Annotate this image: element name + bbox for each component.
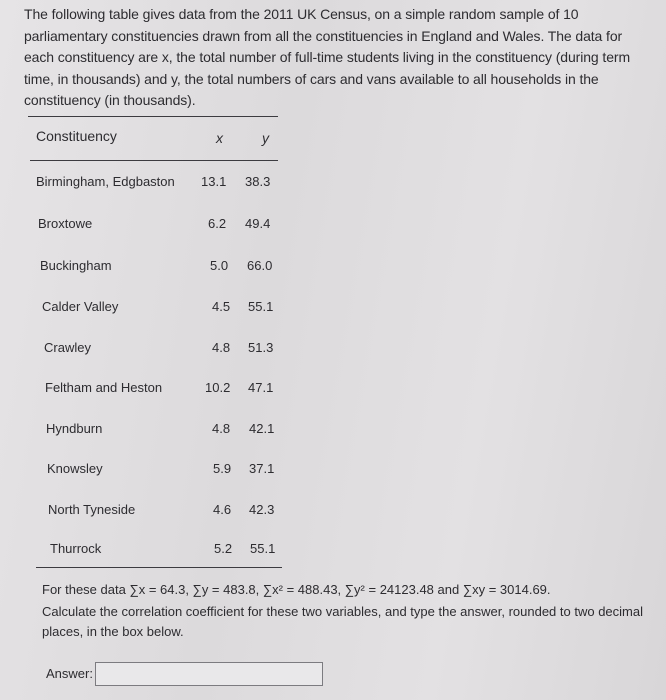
row-name: Hyndburn bbox=[46, 421, 103, 436]
row-name: Feltham and Heston bbox=[45, 380, 163, 395]
row-name: North Tyneside bbox=[48, 502, 136, 517]
row-x: 4.5 bbox=[212, 299, 231, 314]
row-name: Buckingham bbox=[40, 258, 112, 273]
row-y: 51.3 bbox=[248, 340, 274, 355]
row-x: 13.1 bbox=[201, 174, 227, 189]
sums-text: For these data ∑x = 64.3, ∑y = 483.8, ∑x² = 488.43, ∑y² = 24123.48 and ∑xy = 3014.69. bbox=[42, 582, 551, 597]
row-x: 5.0 bbox=[210, 258, 229, 273]
answer-label: Answer: bbox=[46, 666, 93, 681]
row-x: 4.8 bbox=[212, 421, 231, 436]
row-x: 4.6 bbox=[213, 502, 232, 517]
row-y: 47.1 bbox=[248, 380, 274, 395]
row-x: 6.2 bbox=[208, 216, 227, 231]
row-x: 4.8 bbox=[212, 340, 231, 355]
row-y: 55.1 bbox=[250, 541, 276, 556]
row-y: 66.0 bbox=[247, 258, 273, 273]
table-bottom-rule bbox=[36, 567, 282, 568]
row-name: Knowsley bbox=[47, 461, 103, 476]
header-x: x bbox=[216, 130, 223, 146]
row-x: 5.2 bbox=[214, 541, 233, 556]
row-x: 5.9 bbox=[213, 461, 232, 476]
row-y: 42.3 bbox=[249, 502, 275, 517]
table-top-rule bbox=[28, 116, 278, 117]
row-y: 49.4 bbox=[245, 216, 271, 231]
instruction-text: Calculate the correlation coefficient for these two variables, and type the answer, rounded to two decimal places, in the box below. bbox=[42, 604, 643, 639]
row-x: 10.2 bbox=[205, 380, 231, 395]
row-name: Birmingham, Edgbaston bbox=[36, 174, 175, 189]
row-y: 42.1 bbox=[249, 421, 275, 436]
row-name: Calder Valley bbox=[42, 299, 119, 314]
row-y: 37.1 bbox=[249, 461, 275, 476]
answer-input[interactable] bbox=[95, 662, 323, 686]
row-name: Crawley bbox=[44, 340, 91, 355]
row-y: 38.3 bbox=[245, 174, 271, 189]
header-constituency: Constituency bbox=[36, 128, 117, 144]
header-y: y bbox=[262, 130, 269, 146]
row-name: Thurrock bbox=[50, 541, 102, 556]
row-y: 55.1 bbox=[248, 299, 274, 314]
row-name: Broxtowe bbox=[38, 216, 93, 231]
question-intro: The following table gives data from the 2011 UK Census, on a simple random sample of 10 parliamentary constituencies drawn from all the constituencies in England and Wales. The data for each constituency are x, the total number of full-time students living in the constituency (during term time, in thousands) and y, the total numbers of cars and vans available to all households in the constituency (in thousands). bbox=[24, 6, 631, 108]
table-header-rule bbox=[30, 160, 278, 161]
